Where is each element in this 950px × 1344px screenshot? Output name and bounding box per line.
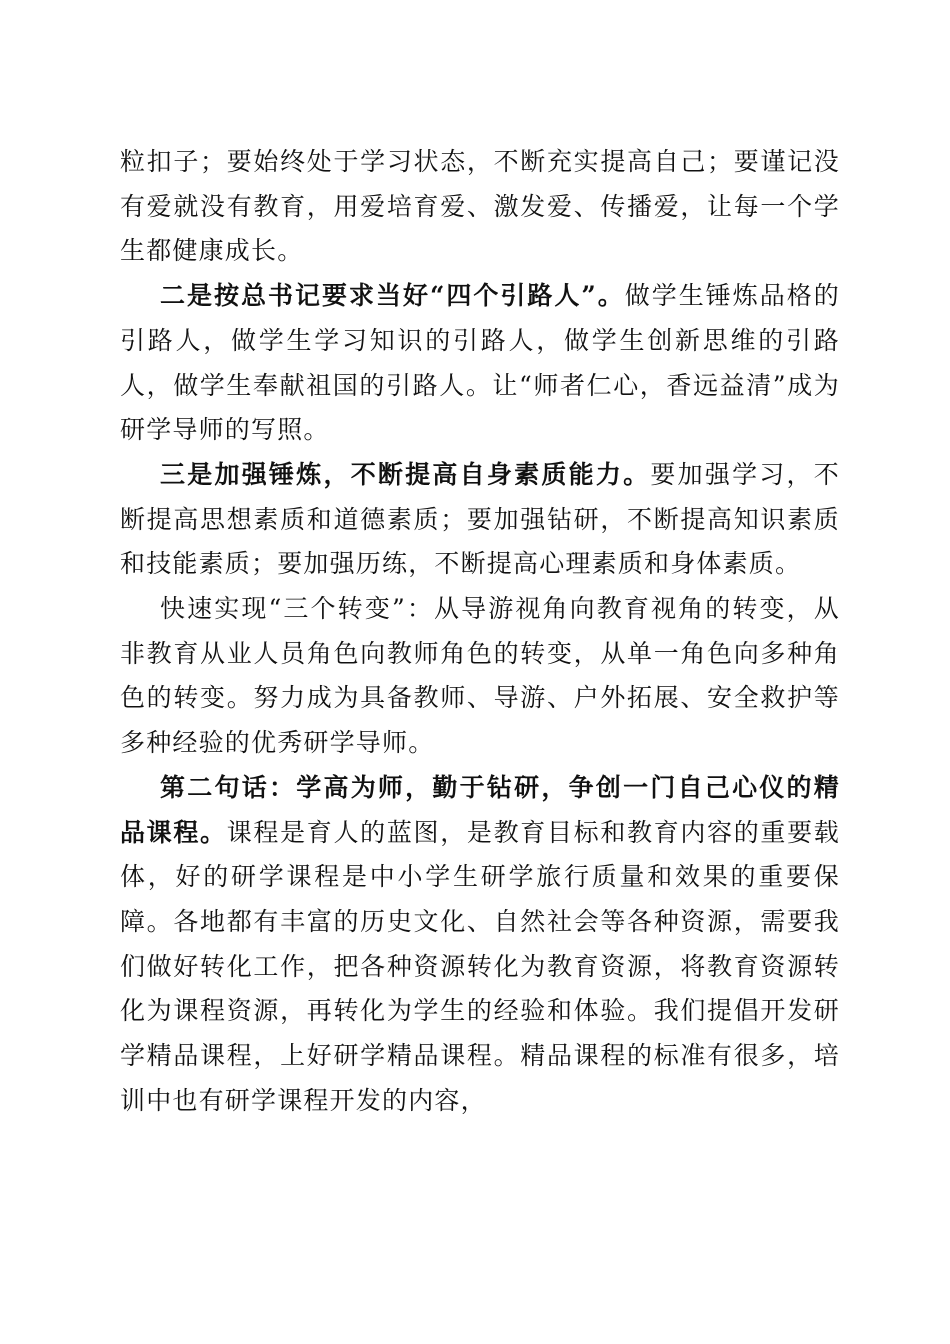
paragraph-three-transformations: [120, 587, 840, 766]
paragraph-text: 课程是育人的蓝图，是教育目标和教育内容的重要载体，好的研学课程是中小学生研学旅行质量和效果的重要保障。各地都有丰富的历史文化、自然社会等各种资源，需要我们做好转化工作，把各种资源转化为教育资源，将教育资源转化为课程资源，再转化为学生的经验和体验。我们提倡开发研学精品课程，上好研学精品课程。精品课程的标准有很多，培训中也有研学课程开发的内容，: [120, 817, 840, 1115]
paragraph-text: 做学生锤炼品格的引路人，做学生学习知识的引路人，做学生创新思维的引路人，做学生奉献祖国的引路人。让“师者仁心，香远益清”成为研学导师的写照。: [120, 281, 840, 445]
document-body: [120, 140, 840, 1123]
paragraph-lead: 三是加强锤炼，不断提高自身素质能力。: [160, 459, 651, 489]
paragraph-strengthen-training: [120, 453, 840, 587]
paragraph-text: 粒扣子；要始终处于学习状态，不断充实提高自己；要谨记没有爱就没有教育，用爱培育爱、激发爱、传播爱，让每一个学生都健康成长。: [120, 147, 840, 266]
paragraph-text: 快速实现“三个转变”：从导游视角向教育视角的转变，从非教育从业人员角色向教师角色的转变，从单一角色向多种角色的转变。努力成为具备教师、导游、户外拓展、安全救护等多种经验的优秀研学导师。: [120, 594, 840, 758]
paragraph-lead: 二是按总书记要求当好“四个引路人”。: [160, 281, 625, 311]
paragraph-four-guides: [120, 274, 840, 453]
paragraph-second-sentence: [120, 766, 840, 1124]
paragraph-continuation: [120, 140, 840, 274]
paragraph-lead: 第二句话：学高为师，勤于钻研，争创一门自己心仪的精品课程。: [120, 772, 840, 847]
paragraph-text: 要加强学习，不断提高思想素质和道德素质；要加强钻研，不断提高知识素质和技能素质；要加强历练，不断提高心理素质和身体素质。: [120, 459, 840, 579]
